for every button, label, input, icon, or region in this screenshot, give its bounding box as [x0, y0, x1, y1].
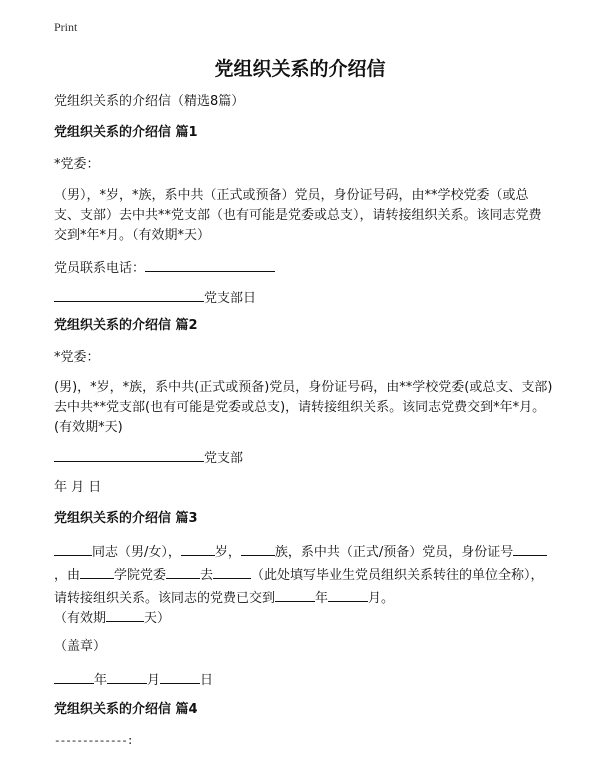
blank-destination [166, 563, 200, 579]
blank-day [160, 668, 200, 684]
body3-part-6: 去 [200, 568, 214, 583]
signature-line-2 [54, 446, 550, 469]
blank-fee-year [275, 586, 315, 602]
phone-blank [145, 256, 275, 272]
body3-part-7: （此处填写毕业生党员组织关系转往的单位全称），请转接组织关系。该同志的党费已交到 [54, 568, 544, 606]
body3-part-1: 同志（男/女）， [92, 545, 181, 560]
section-heading-1: 党组织关系的介绍信 篇1 [54, 125, 198, 140]
blank-ethnicity [241, 540, 275, 556]
validity-prefix: （有效期 [54, 611, 107, 626]
blank-school [80, 563, 114, 579]
blank-fee-month [328, 586, 368, 602]
seal-line: （盖章） [54, 639, 107, 654]
body3-part-8: 年 [315, 591, 329, 606]
dashes-line: -------------: [54, 736, 133, 748]
body3-part-2: 岁， [214, 545, 241, 560]
validity-line [54, 606, 550, 629]
date-line-3 [54, 668, 550, 691]
blank-unit [213, 563, 251, 579]
blank-validity [106, 606, 144, 622]
branch-suffix-1: 党支部日 [204, 291, 257, 306]
blank-id-number [513, 540, 547, 556]
date-line-2: 年 月 日 [54, 480, 102, 495]
blank-name [54, 540, 92, 556]
date-year-label: 年 [94, 673, 108, 688]
section-heading-2: 党组织关系的介绍信 篇2 [54, 318, 198, 333]
body3-part-4: ，由 [54, 568, 81, 583]
validity-suffix: 天） [144, 611, 171, 626]
blank-year [54, 668, 94, 684]
branch-blank-1 [54, 286, 204, 302]
salutation-2: *党委： [54, 350, 100, 365]
blank-age [181, 540, 215, 556]
page-title: 党组织关系的介绍信 [214, 58, 386, 80]
phone-line [54, 256, 550, 279]
letter-body-2: (男)，*岁，*族，系中共(正式或预备)党员，身份证号码，由**学校党委(或总支、支部)去中共**党支部(也有可能是党委或总支)，请转接组织关系。该同志党费交到*年*月。(有效期*天) [54, 380, 553, 435]
salutation-1: *党委： [54, 157, 100, 172]
print-link[interactable]: Print [54, 20, 78, 34]
branch-blank-2 [54, 446, 204, 462]
body3-part-9: 月。 [368, 591, 395, 606]
body3-part-3: 族，系中共（正式/预备）党员，身份证号 [274, 545, 514, 560]
phone-label: 党员联系电话： [54, 261, 146, 276]
date-day-label: 日 [200, 673, 214, 688]
date-month-label: 月 [147, 673, 161, 688]
letter-body-3 [54, 540, 554, 609]
letter-body-1: （男），*岁，*族，系中共（正式或预备）党员，身份证号码，由**学校党委（或总支、支部）去中共**党支部（也有可能是党委或总支），请转接组织关系。该同志党费交到*年*月。（有效期*天） [54, 188, 542, 243]
signature-line-1 [54, 286, 550, 309]
section-heading-4: 党组织关系的介绍信 篇4 [54, 702, 198, 717]
blank-month [107, 668, 147, 684]
branch-suffix-2: 党支部 [204, 451, 244, 466]
section-heading-3: 党组织关系的介绍信 篇3 [54, 511, 198, 526]
body3-part-5: 学院党委 [114, 568, 167, 583]
document-subtitle: 党组织关系的介绍信（精选8篇） [54, 94, 245, 109]
